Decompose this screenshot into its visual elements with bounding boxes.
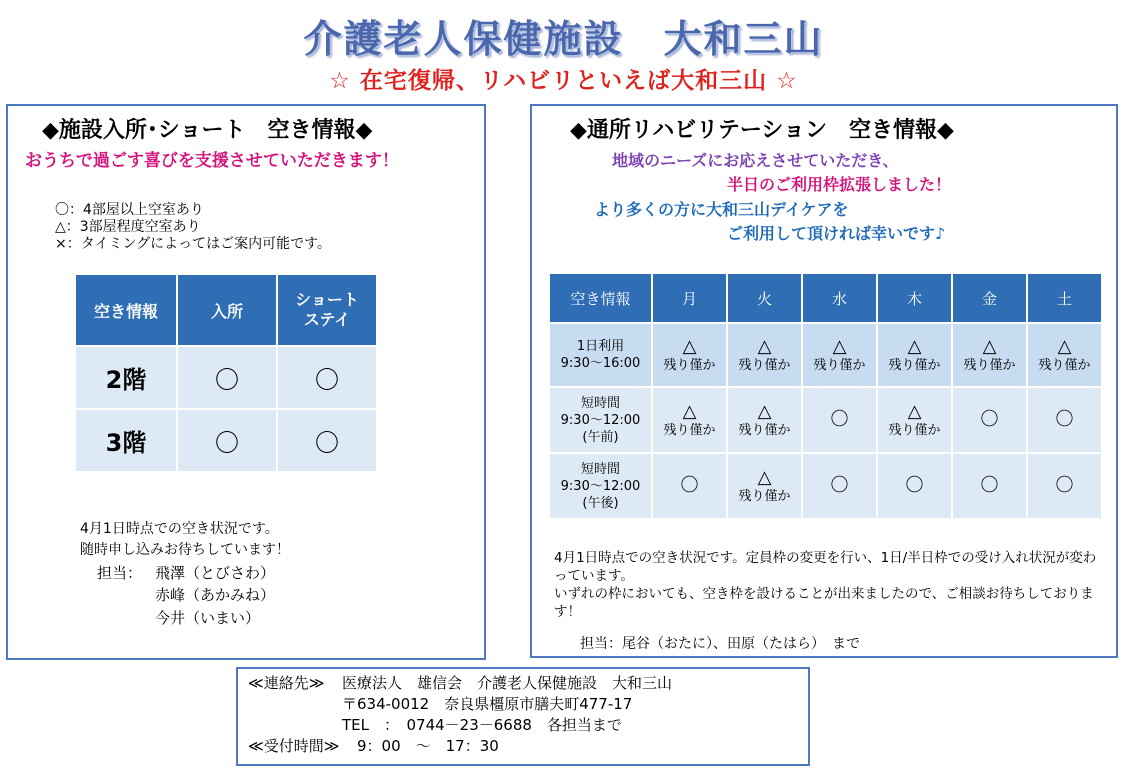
announcement-line: 半日のご利用枠拡張しました！ [727,175,952,194]
availability-text: 残り僅か [738,357,791,373]
availability-text: 残り僅か [888,422,941,438]
header-thu: 木 [877,273,952,323]
header-mon: 月 [652,273,727,323]
table-cell [952,387,1027,453]
row-label-line: 9:30～12:00 [560,478,641,494]
table-header-row [75,274,377,346]
header-admission: 入所 [177,274,277,346]
availability-symbol: 〇 [980,475,999,496]
table-cell [877,453,952,519]
legend-item-cross: ×：タイミングによってはご案内可能です。 [55,236,332,252]
table-cell [802,323,877,387]
contact-label: ≪連絡先≫ [248,674,325,692]
table-cell [802,387,877,453]
availability-symbol: 〇 [980,409,999,430]
table-row [75,409,377,472]
table-cell [652,323,727,387]
table-cell [727,387,802,453]
header-tue: 火 [727,273,802,323]
table-cell [1027,387,1102,453]
table-cell [727,453,802,519]
availability-symbol: △ [982,335,997,357]
availability-symbol: △ [757,466,772,488]
table-cell: 〇 [177,409,277,472]
availability-symbol: △ [832,335,847,357]
row-label-line: (午前) [582,429,619,445]
business-hours: 9：00 ～ 17：30 [357,737,499,755]
availability-text: 残り僅か [738,488,791,504]
row-label [549,323,652,387]
table-cell [877,387,952,453]
day-rehab-heading: ◆通所リハビリテーション 空き情報◆ [570,118,954,143]
row-label-line: 9:30～12:00 [560,412,641,428]
contact-person: 赤峰（あかみね） [155,586,276,604]
header-sat: 土 [1027,273,1102,323]
availability-symbol: 〇 [1055,409,1074,430]
table-row [549,323,1102,387]
availability-text: 残り僅か [738,422,791,438]
status-note: 4月1日時点での空き状況です。定員枠の変更を行い、1日/半日枠での受け入れ状況が変わっています。 いずれの枠においても、空き枠を設けることが出来ましたので、ご相談お待ちしております！ [554,550,1097,620]
table-cell [802,453,877,519]
availability-text: 残り僅か [1038,357,1091,373]
availability-symbol: △ [907,400,922,422]
row-label-line: 1日利用 [576,339,625,354]
table-cell: 〇 [177,346,277,409]
announcement-line: ご利用して頂ければ幸いです♪ [727,224,946,243]
contact-label: 担当： [97,564,143,582]
facility-vacancy-table [74,273,378,473]
address: 〒634-0012 奈良県橿原市膳夫町477-17 [342,695,633,713]
header-vacancy: 空き情報 [75,274,177,346]
table-row [549,387,1102,453]
phone-number: TEL ： 0744－23－6688 各担当まで [342,716,622,734]
day-rehab-vacancy-table [548,272,1103,520]
announcement-line: 地域のニーズにお応えさせていただき、 [612,151,899,170]
table-cell [1027,323,1102,387]
availability-symbol: △ [1057,335,1072,357]
contact-person: 今井（いまい） [155,609,261,627]
contact-line: 担当：尾谷（おたに）、田原（たはら） まで [580,636,860,652]
table-cell [652,387,727,453]
availability-text: 残り僅か [888,357,941,373]
header-fri: 金 [952,273,1027,323]
availability-symbol: △ [757,335,772,357]
row-label-line: 短時間 [580,461,620,477]
organization-name: 医療法人 雄信会 介護老人保健施設 大和三山 [342,674,673,692]
table-cell [1027,453,1102,519]
table-cell [952,323,1027,387]
table-header-row [549,273,1102,323]
availability-symbol: 〇 [830,409,849,430]
page-title: 介護老人保健施設 大和三山 [303,17,824,61]
row-label [549,453,652,519]
header-short-stay: ショート ステイ [277,274,377,346]
row-label-line: 短時間 [580,395,620,411]
row-label-line: 9:30～16:00 [560,356,641,371]
availability-symbol: △ [907,335,922,357]
table-cell [877,323,952,387]
table-cell: 〇 [277,346,377,409]
availability-symbol: △ [757,400,772,422]
table-cell [952,453,1027,519]
availability-symbol: 〇 [680,475,699,496]
row-label-line: (午後) [582,495,619,511]
header-vacancy: 空き情報 [549,273,652,323]
announcement-line: より多くの方に大和三山デイケアを [594,200,849,219]
availability-symbol: 〇 [830,475,849,496]
availability-symbol: 〇 [1055,475,1074,496]
contact-person: 飛澤（とびさわ） [155,564,276,582]
availability-symbol: △ [682,335,697,357]
availability-text: 残り僅か [963,357,1016,373]
availability-symbol: △ [682,400,697,422]
legend-item-circle: 〇：4部屋以上空室あり [55,202,204,218]
availability-text: 残り僅か [663,422,716,438]
status-note: 随時申し込みお待ちしています！ [80,542,290,558]
facility-tagline: おうちで過ごす喜びを支援させていただきます！ [25,151,399,171]
hours-label: ≪受付時間≫ [248,737,340,755]
status-note: 4月1日時点での空き状況です。 [80,521,279,537]
table-cell [727,323,802,387]
table-row [75,346,377,409]
floor-label: 2階 [75,346,177,409]
table-cell: 〇 [277,409,377,472]
availability-symbol: 〇 [905,475,924,496]
header-wed: 水 [802,273,877,323]
availability-text: 残り僅か [663,357,716,373]
row-label [549,387,652,453]
table-cell [652,453,727,519]
table-row [549,453,1102,519]
floor-label: 3階 [75,409,177,472]
availability-text: 残り僅か [813,357,866,373]
page-subtitle: ☆ 在宅復帰、リハビリといえば大和三山 ☆ [329,68,798,94]
facility-vacancy-heading: ◆施設入所･ショート 空き情報◆ [42,118,373,143]
legend-item-triangle: △：3部屋程度空室あり [55,219,201,235]
